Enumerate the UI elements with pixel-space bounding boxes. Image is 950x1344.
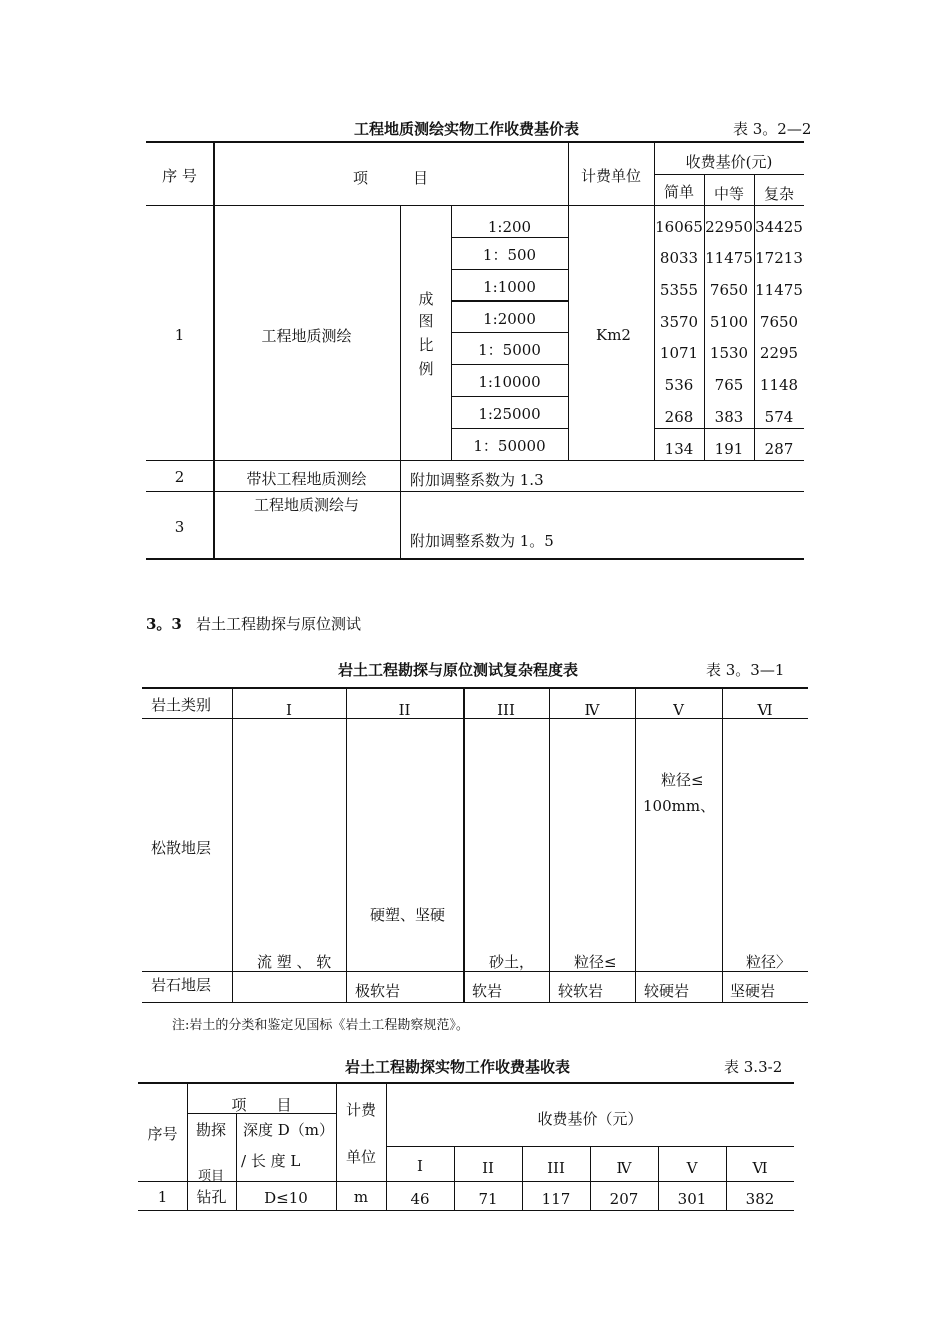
table1-scale-rule	[451, 396, 568, 397]
value-cell: 268	[664, 408, 694, 426]
table1-value-rule	[654, 428, 804, 429]
table3-row1-item: 钻孔	[196, 1188, 227, 1206]
value-cell: 5355	[659, 281, 699, 299]
value-cell: 191	[714, 440, 744, 458]
table1-top-rule	[146, 141, 804, 143]
section-title: 岩土工程勘探与原位测试	[196, 615, 362, 633]
class-header: V	[673, 701, 684, 719]
table2-note: 注:岩土的分类和鉴定见国标《岩土工程勘察规范》。	[172, 1018, 469, 1033]
value-cell: 287	[764, 440, 794, 458]
table1-row3-note: 附加调整系数为 1。5	[410, 532, 554, 550]
rock-cell: 较硬岩	[644, 982, 690, 1000]
table1-bottom-rule	[146, 558, 804, 560]
loose-cell: 流 塑 、 软	[257, 953, 332, 971]
table1-row1-seq: 1	[174, 326, 185, 344]
table1-header-seq: 序 号	[162, 167, 197, 185]
value-cell: 1071	[659, 344, 699, 362]
table2-col-divider	[232, 687, 233, 1003]
table2-bottom-rule	[142, 1002, 808, 1003]
table1-col-divider	[568, 141, 569, 461]
table3-row1-depth: D≤10	[264, 1189, 308, 1207]
table3-row1-value: 382	[745, 1190, 775, 1208]
table1-row1-name: 工程地质测绘	[261, 327, 352, 345]
value-cell: 1530	[709, 344, 749, 362]
table3-header-explore2: 项目	[198, 1169, 225, 1184]
scale-cell: 1：5000	[478, 341, 541, 359]
scale-cell: 1：500	[482, 246, 537, 264]
scale-label-char: 例	[418, 360, 434, 378]
table3-class-header: Ⅳ	[616, 1159, 632, 1177]
class-header: I	[286, 701, 292, 719]
table3-class-header: I	[417, 1157, 423, 1175]
table3-number: 表 3.3-2	[724, 1058, 783, 1076]
value-cell: 134	[664, 440, 694, 458]
section-number: 3。3	[146, 615, 182, 633]
table2-col-divider	[463, 687, 465, 1003]
table3-row1-value: 117	[541, 1190, 571, 1208]
rock-label: 岩石地层	[151, 976, 212, 994]
loose-cell: 100mm、	[643, 797, 716, 815]
value-cell: 22950	[705, 218, 753, 236]
table3-header-seq: 序号	[147, 1125, 178, 1143]
table3-row1-value: 71	[478, 1190, 498, 1208]
loose-cell: 砂土，	[489, 953, 535, 971]
table3-row1-value: 301	[677, 1190, 707, 1208]
table2-number: 表 3。3—1	[706, 661, 785, 679]
value-cell: 574	[764, 408, 794, 426]
table1-header-complex: 复杂	[763, 185, 794, 203]
table2-col-divider	[635, 687, 636, 1003]
table3-header-unit1: 计费	[345, 1101, 376, 1119]
table3-top-rule	[138, 1082, 794, 1084]
table1-row3-name: 工程地质测绘与	[253, 496, 359, 514]
table3-class-header: II	[482, 1159, 494, 1177]
table1-row2-name: 带状工程地质测绘	[246, 470, 367, 488]
table3-class-header: V	[686, 1159, 698, 1177]
table3-row1-value: 207	[609, 1190, 639, 1208]
rock-cell: 极软岩	[355, 982, 401, 1000]
scale-cell: 1:2000	[483, 310, 536, 328]
rock-cell: 坚硬岩	[730, 982, 776, 1000]
table1-header-unit: 计费单位	[580, 167, 641, 185]
value-cell: 7650	[709, 281, 749, 299]
table1-row3-seq: 3	[174, 518, 185, 536]
value-cell: 1148	[759, 376, 799, 394]
scale-cell: 1:25000	[478, 405, 541, 423]
value-cell: 2295	[759, 344, 799, 362]
scale-cell: 1:10000	[478, 373, 541, 391]
table1-title: 工程地质测绘实物工作收费基价表	[354, 120, 580, 138]
table1-row1-unit: Km2	[596, 326, 631, 344]
table3-class-header: Ⅵ	[752, 1159, 768, 1177]
value-cell: 3570	[659, 313, 699, 331]
value-cell: 5100	[709, 313, 749, 331]
table1-header-simple: 简单	[663, 183, 694, 201]
table3-class-header: III	[547, 1159, 565, 1177]
table2-header-label: 岩土类别	[151, 696, 212, 714]
table3-row1-unit: m	[353, 1188, 369, 1206]
table1-price-header-rule	[654, 174, 804, 175]
class-header: II	[398, 701, 411, 719]
value-cell: 17213	[755, 249, 803, 267]
class-header: III	[497, 701, 515, 719]
table1-scale-rule	[451, 364, 568, 365]
table1-header-rule	[146, 205, 804, 206]
value-cell: 7650	[759, 313, 799, 331]
scale-label-char: 成	[418, 290, 434, 308]
table1-header-price: 收费基价(元)	[685, 153, 773, 171]
loose-cell: 粒径≤	[661, 771, 704, 789]
rock-cell: 软岩	[472, 982, 503, 1000]
table3-header-explore: 勘探	[196, 1121, 227, 1139]
table1-header-item: 项 目	[352, 169, 428, 187]
value-cell: 11475	[755, 281, 803, 299]
scale-cell: 1：50000	[473, 437, 546, 455]
table1-scale-rule	[451, 332, 568, 333]
table2-col-divider	[722, 687, 723, 1003]
scale-cell: 1:200	[487, 218, 532, 236]
table1-scale-rule	[451, 300, 568, 302]
table3-header-unit2: 单位	[345, 1148, 376, 1166]
table1-scale-rule	[451, 269, 568, 270]
loose-label: 松散地层	[151, 839, 212, 857]
value-cell: 536	[664, 376, 694, 394]
value-cell: 16065	[655, 218, 703, 236]
value-cell: 11475	[705, 249, 753, 267]
value-cell: 8033	[659, 249, 699, 267]
table3-header-length: / 长 度 L	[241, 1152, 301, 1170]
loose-cell: 粒径〉	[746, 953, 792, 971]
value-cell: 765	[714, 376, 744, 394]
scale-label-char: 比	[418, 336, 434, 354]
class-header: Ⅵ	[757, 701, 773, 719]
table3-row1-seq: 1	[157, 1188, 168, 1206]
table2-col-divider	[549, 687, 550, 1003]
table1-number: 表 3。2—2	[733, 120, 812, 138]
scale-label-char: 图	[418, 312, 434, 330]
table1-row2-bottom	[146, 491, 804, 492]
loose-cell: 硬塑、坚硬	[370, 906, 446, 924]
table3-header-item: 项 目	[231, 1096, 292, 1114]
value-cell: 383	[714, 408, 744, 426]
table2-col-divider	[346, 687, 347, 1003]
scale-cell: 1:1000	[483, 278, 536, 296]
loose-cell: 粒径≤	[574, 953, 617, 971]
rock-cell: 较软岩	[558, 982, 604, 1000]
table2-loose-bottom	[142, 971, 808, 972]
class-header: Ⅳ	[584, 701, 600, 719]
table3-header-depth: 深度 D（m）	[243, 1121, 335, 1139]
table2-title: 岩土工程勘探与原位测试复杂程度表	[338, 661, 579, 679]
table1-row2-note: 附加调整系数为 1.3	[410, 471, 544, 489]
value-cell: 34425	[755, 218, 803, 236]
table3-row1-value: 46	[410, 1190, 430, 1208]
table3-title: 岩土工程勘探实物工作收费基收表	[345, 1058, 571, 1076]
table1-header-medium: 中等	[713, 185, 744, 203]
table1-row1-bottom	[146, 460, 804, 461]
table1-scale-rule	[451, 428, 568, 429]
table1-col-divider	[400, 205, 401, 559]
table1-row2-seq: 2	[174, 468, 185, 486]
table1-scale-rule	[451, 237, 568, 238]
table2-top-rule	[142, 687, 808, 689]
table3-header-price: 收费基价（元）	[537, 1110, 643, 1128]
